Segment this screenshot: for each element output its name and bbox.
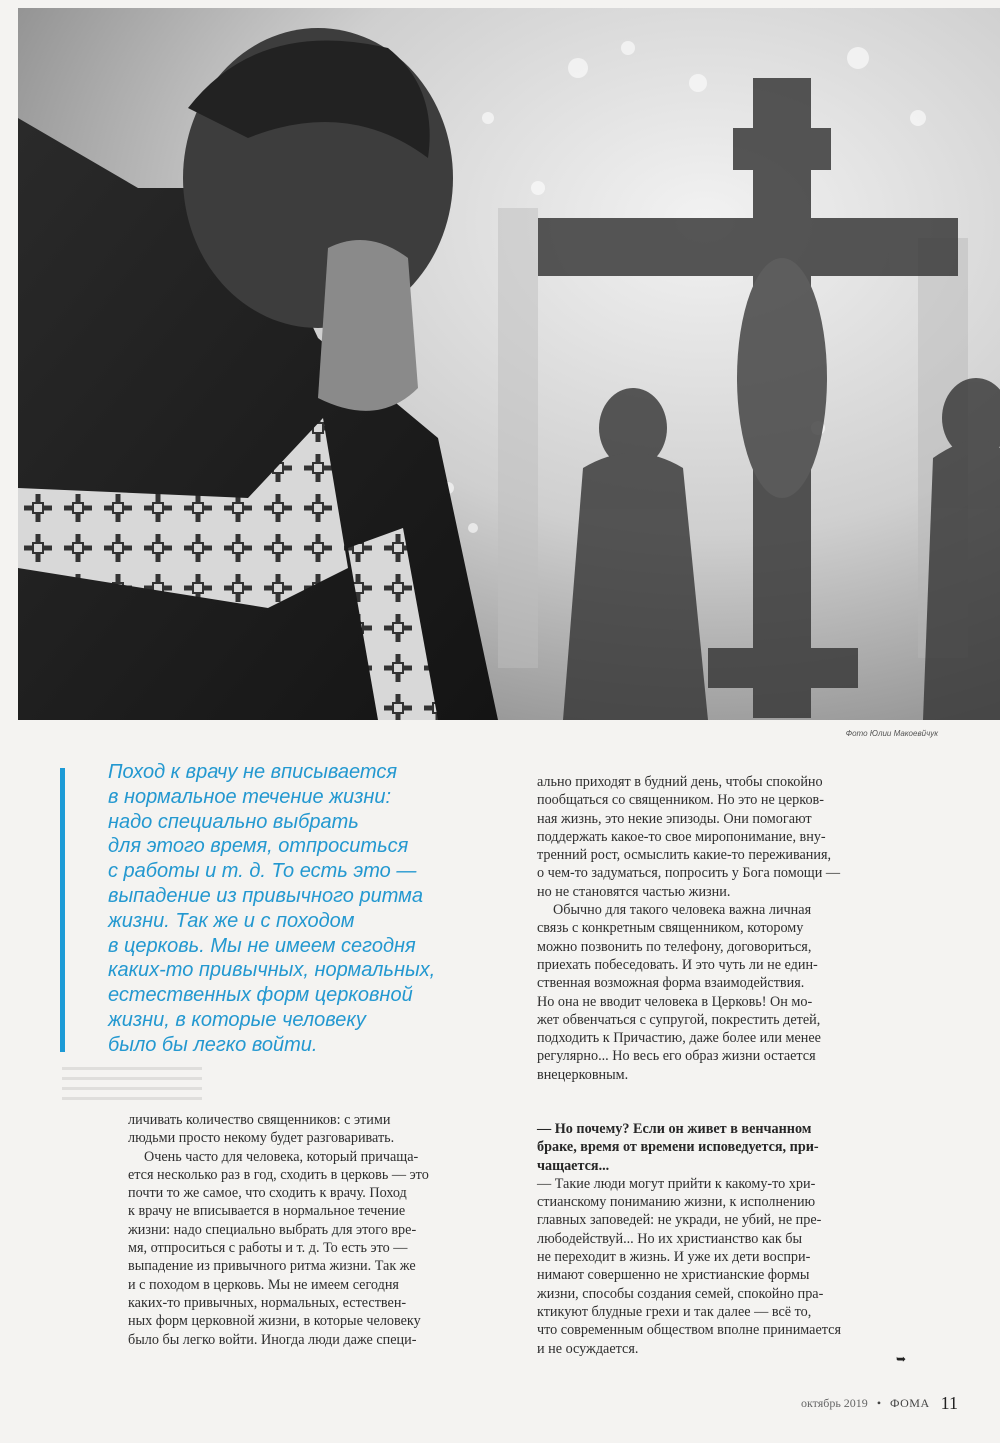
text-line: любодействуй... Но их христианство как бы (537, 1230, 803, 1247)
footer-separator: • (876, 1396, 882, 1410)
text-line: главных заповедей: не укради, не убий, не пре- (537, 1212, 822, 1229)
text-line: и с походом в церковь. Мы не имеем сегодня (128, 1276, 399, 1293)
pull-quote-line: естественных форм церковной (108, 984, 413, 1007)
pull-quote (108, 760, 478, 1058)
pull-quote-line: жизни, в которые человеку (108, 1008, 366, 1031)
text-line: Но она не вводит человека в Церковь! Он мо- (537, 993, 813, 1010)
text-line: внецерковным. (537, 1066, 629, 1083)
pull-quote-line: Поход к врачу не вписывается (108, 761, 398, 783)
text-line: стианскому пониманию жизни, к исполнению (537, 1194, 816, 1211)
text-line: можно позвонить по телефону, договориться, (537, 938, 812, 955)
interview-question-line: браке, время от времени исповедуется, при- (537, 1139, 819, 1156)
pull-quote-line: с работы и т. д. То есть это — (108, 860, 417, 883)
magazine-name: ФОМА (890, 1396, 930, 1410)
page-number: 11 (940, 1393, 958, 1413)
continue-arrow-icon: ➥ (896, 1352, 907, 1366)
pull-quote-line: было бы легко войти. (108, 1033, 318, 1056)
pull-quote-bar (60, 768, 65, 1052)
text-line: подходить к Причастию, даже более или менее (537, 1030, 821, 1047)
pull-quote-line: выпадение из привычного ритма (108, 884, 423, 907)
text-line: и не осуждается. (537, 1340, 639, 1357)
pull-quote-line: в церковь. Мы не имеем сегодня (108, 934, 416, 957)
text-line: личивать количество священников: с этими (128, 1112, 391, 1128)
text-line: что современным обществом вполне принимается (537, 1322, 841, 1339)
text-line: ственная возможная форма взаимодействия. (537, 975, 805, 992)
text-line: ная жизнь, это некие эпизоды. Они помогают (537, 810, 812, 827)
interview-question-line: чащается... (537, 1157, 610, 1174)
text-line: жизни, способы создания семей, спокойно пра- (537, 1285, 824, 1302)
text-line: Очень часто для человека, который причаща- (144, 1148, 419, 1165)
pull-quote-line: для этого время, отпроситься (108, 835, 409, 858)
text-line: нимают совершенно не христианские формы (537, 1267, 810, 1284)
text-line: людьми просто некому будет разговаривать. (128, 1130, 395, 1147)
text-line: приехать побеседовать. И это чуть ли не един- (537, 956, 818, 973)
article-column-right-top (537, 773, 922, 1084)
text-line: ных форм церковной жизни, в которые человеку (128, 1313, 421, 1330)
text-line: не переходит в жизнь. И уже их дети воспри- (537, 1249, 811, 1266)
text-line: Обычно для такого человека важна личная (553, 902, 812, 919)
show-through-text (62, 1060, 202, 1110)
text-line: ется несколько раз в год, сходить в церковь — это (128, 1166, 429, 1183)
text-line: жет обвенчаться с супругой, покрестить детей, (537, 1011, 821, 1028)
text-line: почти то же самое, что сходить к врачу. Поход (128, 1185, 407, 1202)
priest-praying-photo (18, 8, 1000, 720)
text-line: было бы легко войти. Иногда люди даже специ- (128, 1331, 417, 1348)
text-line: ктикуют блудные грехи и так далее — всё то, (537, 1303, 812, 1320)
article-column-left (128, 1111, 508, 1349)
pull-quote-line: каких-то привычных, нормальных, (108, 959, 436, 982)
pull-quote-line: жизни. Так же и с походом (108, 909, 355, 932)
text-line: пообщаться со священником. Но это не церков- (537, 792, 824, 809)
text-line: о чем-то задуматься, попросить у Бога помощи — (537, 865, 841, 882)
text-line: тренний рост, осмыслить какие-то переживания, (537, 847, 832, 864)
pull-quote-line: в нормальное течение жизни: (108, 785, 392, 808)
text-line: к врачу не вписывается в нормальное течение (128, 1203, 406, 1220)
text-line: поддержать какое-то свое миропонимание, вну- (537, 828, 826, 845)
text-line: мя, отпроситься с работы и т. д. То есть это — (128, 1240, 408, 1257)
text-line: связь с конкретным священником, которому (537, 920, 804, 937)
text-line: ально приходят в будний день, чтобы спокойно (537, 774, 823, 790)
text-line: — Такие люди могут прийти к какому-то хри- (537, 1175, 816, 1192)
issue-date: октябрь 2019 (800, 1396, 868, 1410)
interview-question-line: — Но почему? Если он живет в венчанном (537, 1121, 812, 1137)
photo-credit: Фото Юлии Макоевйчук (845, 729, 938, 738)
text-line: жизни: надо специально выбрать для этого вре- (128, 1221, 417, 1238)
text-line: регулярно... Но весь его образ жизни остается (537, 1048, 816, 1065)
text-line: выпадение из привычного ритма жизни. Так же (128, 1258, 416, 1275)
article-column-right-bottom (537, 1120, 922, 1358)
text-line: но не становятся частью жизни. (537, 883, 731, 900)
text-line: каких-то привычных, нормальных, естествен- (128, 1294, 407, 1311)
page-footer (801, 1393, 958, 1414)
pull-quote-line: надо специально выбрать (108, 810, 359, 833)
